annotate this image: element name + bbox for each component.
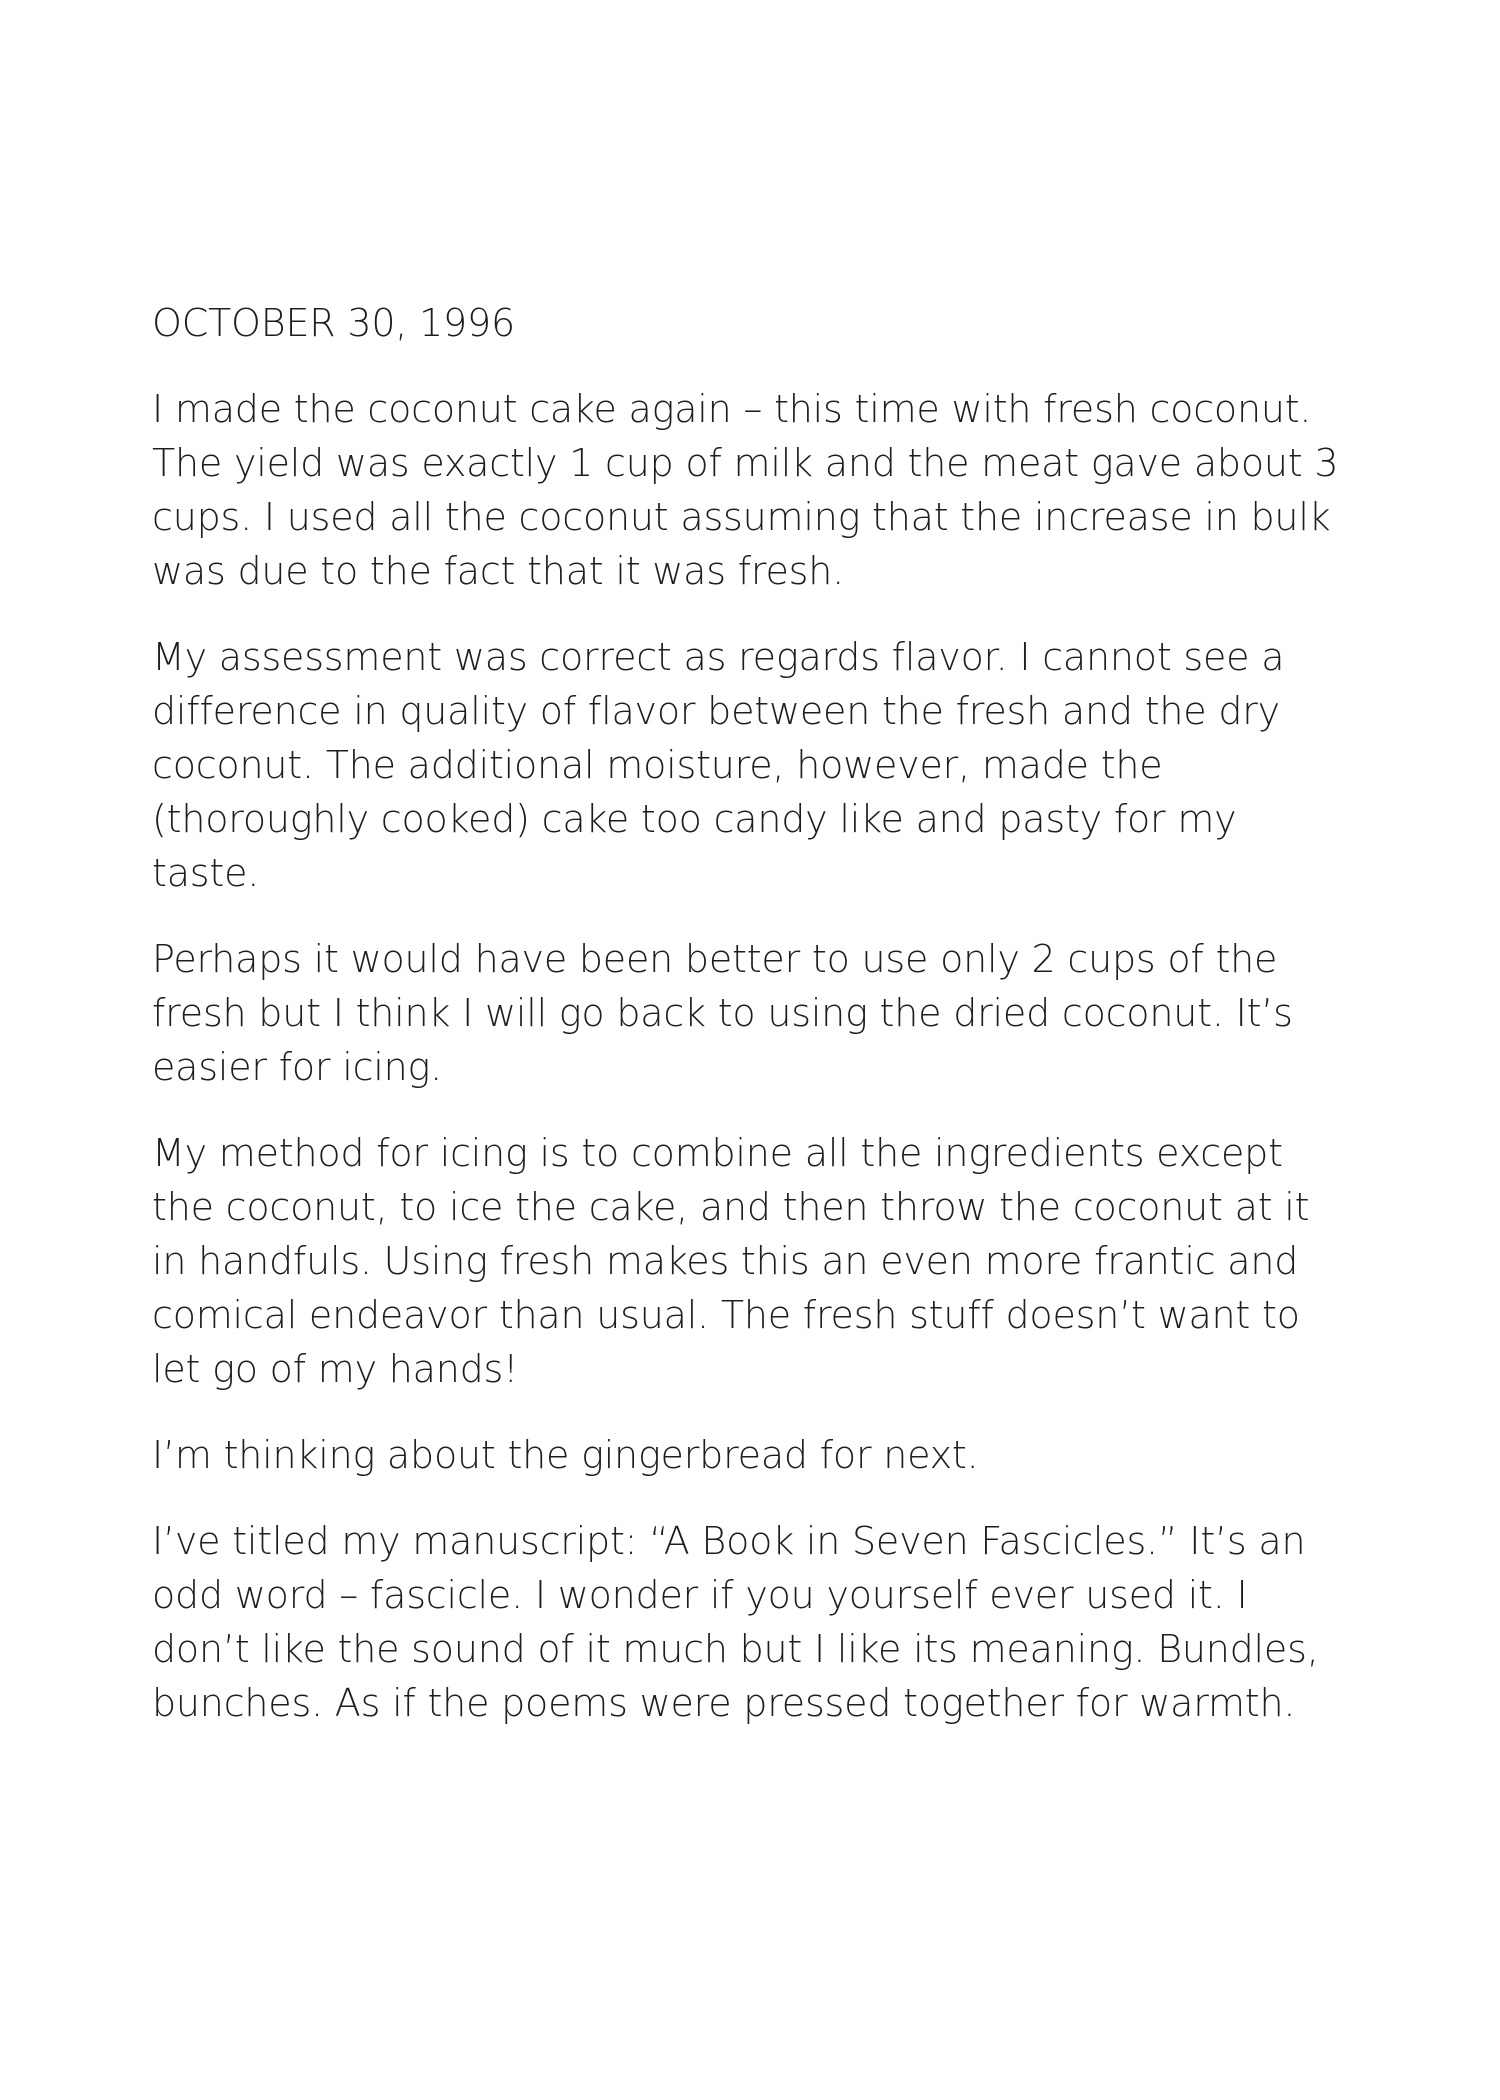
paragraph-dried-coconut: Perhaps it would have been better to use only 2 cups of the fresh but I think I will go back to using the dried coconut. It’s easier for icing.	[152, 937, 1293, 1089]
paragraph-flavor-assessment: My assessment was correct as regards flavor. I cannot see a difference in quality of flavor between the fresh and the dry coconut. The additional moisture, however, made the (thoroughly cooked) cake too candy like and pasty for my taste.	[152, 635, 1285, 895]
paragraph-icing-method: My method for icing is to combine all the ingredients except the coconut, to ice the cake, and then throw the coconut at it in handfuls. Using fresh makes this an even more frantic and comical endeavor than usual. The fresh stuff doesn’t want to let go of my hands!	[152, 1131, 1310, 1391]
paragraph-coconut-cake: I made the coconut cake again – this time with fresh coconut. The yield was exactly 1 cup of milk and the meat gave about 3 cups. I used all the coconut assuming that the increase in bulk was due to the fact that it was fresh.	[152, 387, 1339, 593]
journal-entry	[152, 296, 1352, 1762]
paragraph-gingerbread: I’m thinking about the gingerbread for next.	[152, 1433, 979, 1477]
entry-date: OCTOBER 30, 1996	[152, 301, 515, 345]
paragraph-manuscript-title: I’ve titled my manuscript: “A Book in Seven Fascicles.” It’s an odd word – fascicle. I wonder if you yourself ever used it. I don’t like the sound of it much but I like its meaning. Bundles, bunches. As if the poems were pressed together for warmth.	[152, 1519, 1319, 1725]
